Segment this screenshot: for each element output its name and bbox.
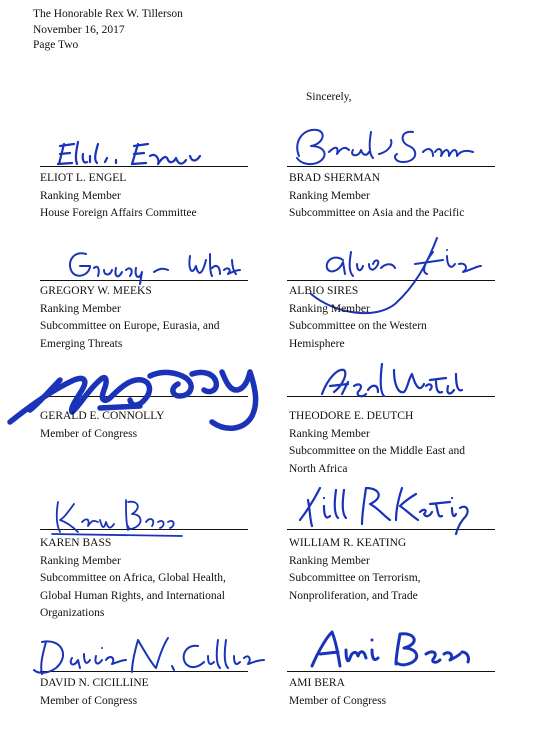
date-line: November 16, 2017 [33, 23, 125, 36]
signatory-name: DAVID N. CICILLINE [40, 677, 149, 689]
signatory-affiliation: Subcommittee on Asia and the Pacific [289, 207, 465, 219]
signatory-title: Ranking Member [289, 302, 370, 315]
recipient-line: The Honorable Rex W. Tillerson [33, 8, 183, 20]
handwritten-signature [304, 622, 479, 677]
signatory-title: Member of Congress [40, 427, 138, 440]
signatory-name: WILLIAM R. KEATING [289, 537, 407, 549]
signatory-affiliation: Hemisphere [289, 337, 345, 350]
signatory-block [40, 535, 226, 623]
signatory-block [289, 408, 465, 478]
letter-header [33, 7, 183, 54]
signatory-affiliation: North Africa [289, 462, 348, 475]
signatory-title: Ranking Member [40, 554, 121, 567]
signatory-name: THEODORE E. DEUTCH [289, 410, 414, 422]
signatory-block [40, 170, 197, 223]
signatory-name: ALBIO SIRES [289, 285, 359, 297]
handwritten-signature [50, 134, 225, 174]
page-number-line: Page Two [33, 39, 79, 51]
signatory-title: Member of Congress [40, 694, 138, 707]
signatory-block [289, 535, 421, 605]
handwritten-signature [290, 480, 480, 540]
signatory-name: AMI BERA [289, 677, 345, 689]
signatory-block [289, 170, 464, 223]
signatory-affiliation: Subcommittee on Terrorism, [289, 572, 421, 584]
handwritten-signature [283, 122, 495, 172]
signatory-name: ELIOT L. ENGEL [40, 172, 127, 184]
signatory-affiliation: Nonproliferation, and Trade [289, 589, 418, 602]
handwritten-signature [60, 242, 250, 287]
signatory-affiliation: Organizations [40, 607, 105, 619]
signatory-affiliation: Emerging Threats [40, 337, 123, 350]
signatory-name: GREGORY W. MEEKS [40, 285, 152, 297]
signatory-title: Ranking Member [289, 427, 370, 440]
signatory-block [289, 675, 386, 710]
signatory-name: BRAD SHERMAN [289, 172, 381, 184]
signatory-block [40, 675, 149, 710]
handwritten-signature [312, 360, 462, 415]
signatory-block [40, 283, 219, 353]
signatory-block [289, 283, 427, 353]
signatory-title: Ranking Member [40, 189, 121, 202]
signatory-title: Ranking Member [40, 302, 121, 315]
signatory-affiliation: Subcommittee on the Middle East and [289, 445, 465, 457]
closing-salutation: Sincerely, [306, 91, 352, 103]
signatory-name: GERALD E. CONNOLLY [40, 410, 165, 422]
signatory-title: Ranking Member [289, 189, 370, 202]
signatory-title: Member of Congress [289, 694, 387, 707]
signatory-affiliation: Subcommittee on the Western [289, 320, 427, 332]
signatory-affiliation: Subcommittee on Europe, Eurasia, and [40, 320, 220, 332]
signatory-title: Ranking Member [289, 554, 370, 567]
signatory-name: KAREN BASS [40, 537, 112, 549]
signatory-affiliation: Subcommittee on Africa, Global Health, [40, 572, 226, 584]
signatory-affiliation: House Foreign Affairs Committee [40, 207, 197, 219]
signatory-block [40, 408, 164, 443]
signatory-affiliation: Global Human Rights, and International [40, 589, 225, 602]
